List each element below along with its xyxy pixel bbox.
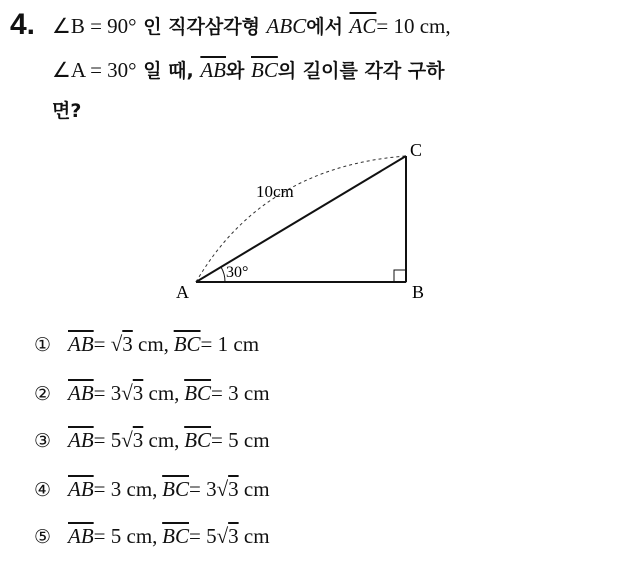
choice-segment-ab: $\overline{AB}$ <box>68 477 94 501</box>
ac-value: = 10 cm, <box>376 14 451 38</box>
question-text-2a: 일 때, <box>136 60 201 82</box>
triangle-figure <box>168 132 448 307</box>
choice-bc-value: = 5 <box>189 524 217 548</box>
choice-5[interactable] <box>34 524 270 549</box>
choice-ab-unit: cm, <box>143 381 180 405</box>
choice-bc-value: = 1 cm <box>200 332 260 356</box>
choice-number: ⑤ <box>34 526 52 548</box>
angle-a-expression: ∠A = 30° <box>52 58 137 82</box>
choice-segment-bc: $\overline{BC}$ <box>173 332 201 356</box>
question-text-1b: 에서 <box>306 16 350 38</box>
vertex-c-label: C <box>410 140 423 160</box>
sqrt-icon: √ <box>121 428 133 452</box>
choice-ab-radicand: 3 <box>132 428 144 452</box>
choice-number: ③ <box>34 430 52 452</box>
choice-bc-radicand: 3 <box>228 477 239 501</box>
sqrt-icon: √ <box>110 332 123 356</box>
right-angle-mark <box>394 270 406 282</box>
choice-ab-unit: cm, <box>132 332 169 356</box>
sqrt-icon: √ <box>121 381 133 405</box>
choice-segment-ab: $\overline{AB}$ <box>68 428 94 452</box>
choice-number: ④ <box>34 479 52 501</box>
choice-number: ② <box>34 383 52 405</box>
choice-ab-unit: cm, <box>143 428 180 452</box>
segment-ab: $\overline{AB}$ <box>200 58 227 82</box>
choice-4[interactable] <box>34 477 270 502</box>
choice-segment-bc: $\overline{BC}$ <box>162 524 189 548</box>
choice-segment-bc: $\overline{BC}$ <box>184 428 212 452</box>
choice-1[interactable] <box>34 332 259 357</box>
question-number: 4. <box>10 8 36 41</box>
choice-2[interactable] <box>34 381 270 406</box>
question-text-1a: 인 직각삼각형 <box>136 16 267 38</box>
question-line-2 <box>52 56 445 83</box>
angle-a-arc <box>221 267 225 282</box>
choice-ab-value: = 5 cm, <box>93 524 158 548</box>
choice-bc-radicand: 3 <box>228 524 239 548</box>
choice-ab-value: = <box>93 332 111 356</box>
sqrt-icon: √ <box>216 477 229 501</box>
choice-ab-value: = 3 cm, <box>93 477 158 501</box>
segment-ac: $\overline{AC}$ <box>349 14 377 38</box>
choice-bc-unit: cm <box>238 524 270 548</box>
choice-ab-value: = 5 <box>93 428 122 452</box>
question-line-1 <box>52 12 451 39</box>
choice-3[interactable] <box>34 428 270 453</box>
question-text-2c: 의 길이를 각각 구하 <box>277 60 445 82</box>
choice-number: ① <box>34 334 52 356</box>
choice-ab-radicand: 3 <box>122 332 133 356</box>
choice-segment-ab: $\overline{AB}$ <box>68 524 94 548</box>
choice-ab-value: = 3 <box>93 381 122 405</box>
triangle-name: ABC <box>266 14 307 38</box>
choice-segment-ab: $\overline{AB}$ <box>68 381 94 405</box>
angle-b-expression: ∠B = 90° <box>52 14 137 38</box>
choice-ab-radicand: 3 <box>132 381 144 405</box>
angle-a-label: 30° <box>226 264 249 281</box>
vertex-b-label: B <box>412 282 425 302</box>
choice-segment-bc: $\overline{BC}$ <box>162 477 189 501</box>
choice-segment-ab: $\overline{AB}$ <box>68 332 94 356</box>
segment-bc: $\overline{BC}$ <box>251 58 278 82</box>
question-line-3: 면? <box>52 100 82 122</box>
choice-segment-bc: $\overline{BC}$ <box>184 381 212 405</box>
question-text-2b: 와 <box>226 60 251 82</box>
hypotenuse-length-label: 10cm <box>256 182 294 201</box>
choice-bc-unit: cm <box>238 477 270 501</box>
choice-bc-value: = 3 <box>189 477 217 501</box>
choice-bc-value: = 5 cm <box>211 428 270 452</box>
choice-bc-value: = 3 cm <box>211 381 270 405</box>
vertex-a-label: A <box>176 282 189 302</box>
sqrt-icon: √ <box>216 524 229 548</box>
